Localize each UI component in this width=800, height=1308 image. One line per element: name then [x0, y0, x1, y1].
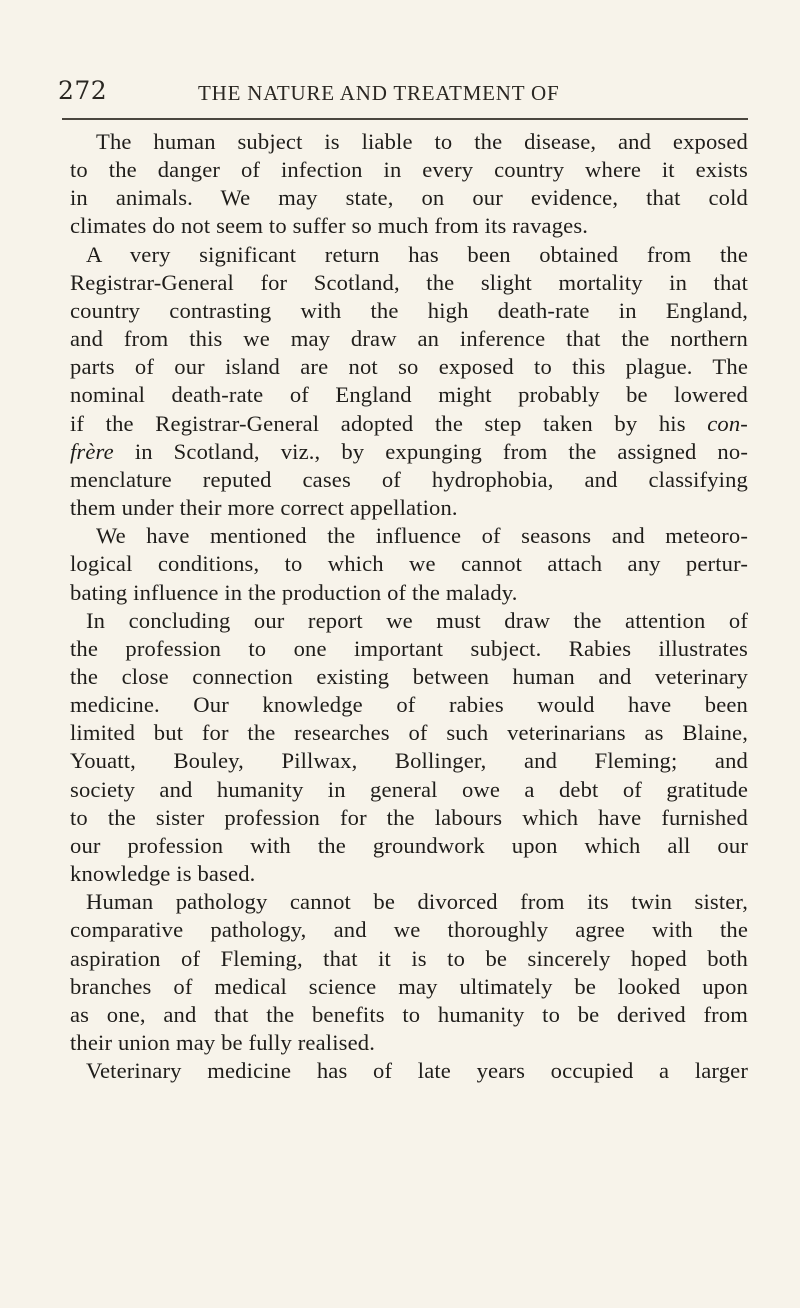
text-line: menclature reputed cases of hydrophobia, and classifying: [70, 466, 748, 492]
text-line: our profession with the groundwork upon which all our: [70, 832, 748, 858]
text-line: nominal death-rate of England might probably be lowered: [70, 382, 748, 408]
text-line: them under their more correct appellation.: [70, 495, 458, 521]
italic-word: con-: [707, 410, 748, 436]
page-number: 272: [58, 76, 108, 105]
text-line: medicine. Our knowledge of rabies would have been: [70, 692, 748, 718]
text-line: as one, and that the benefits to humanity to be derived from: [70, 1001, 748, 1027]
text-line: We have mentioned the influence of seasons and meteoro-: [96, 523, 748, 549]
italic-word: frère: [70, 438, 114, 464]
text-line: in animals. We may state, on our evidence, that cold: [70, 185, 748, 211]
text-line: The human subject is liable to the disease, and exposed: [96, 129, 748, 154]
text-line: and from this we may draw an inference that the northern: [70, 326, 748, 352]
text-line: climates do not seem to suffer so much from its ravages.: [70, 213, 589, 239]
text-line: A very significant return has been obtained from the: [86, 241, 748, 267]
text-line: society and humanity in general owe a debt of gratitude: [70, 776, 748, 802]
text-line: branches of medical science may ultimately be looked upon: [70, 973, 748, 999]
text-line: [70, 410, 748, 438]
text-line: to the danger of infection in every country where it exists: [70, 157, 748, 183]
text-line: In concluding our report we must draw the attention of: [86, 607, 748, 633]
text-line: limited but for the researches of such veterinarians as Blaine,: [70, 720, 748, 746]
text-line: to the sister profession for the labours which have furnished: [70, 804, 748, 830]
running-header: [58, 76, 748, 112]
text-line: bating influence in the production of the malady.: [70, 579, 518, 605]
running-title: THE NATURE AND TREATMENT OF: [198, 81, 560, 105]
text-line: country contrasting with the high death-rate in England,: [70, 297, 748, 323]
header-rule: [62, 118, 748, 120]
text-line: Registrar-General for Scotland, the slight mortality in that: [70, 269, 748, 295]
text-line: Human pathology cannot be divorced from its twin sister,: [86, 889, 748, 915]
text-fragment: in Scotland, viz., by expunging from the assigned no-: [113, 438, 748, 464]
text-line: comparative pathology, and we thoroughly agree with the: [70, 917, 748, 943]
text-line: logical conditions, to which we cannot attach any pertur-: [70, 551, 748, 577]
text-line: their union may be fully realised.: [70, 1030, 376, 1055]
text-line: the close connection existing between human and veterinary: [70, 663, 748, 689]
text-line: the profession to one important subject. Rabies illustrates: [70, 635, 748, 661]
text-line: Veterinary medicine has of late years occupied a larger: [86, 1058, 748, 1084]
text-line: aspiration of Fleming, that it is to be sincerely hoped both: [70, 945, 748, 971]
text-line: knowledge is based.: [70, 861, 256, 887]
text-line: parts of our island are not so exposed to this plague. The: [70, 354, 748, 380]
text-line: Youatt, Bouley, Pillwax, Bollinger, and Fleming; and: [70, 748, 748, 774]
body-text: [70, 128, 748, 1085]
text-line: [70, 438, 748, 466]
text-fragment: if the Registrar-General adopted the step taken by his: [70, 410, 686, 436]
